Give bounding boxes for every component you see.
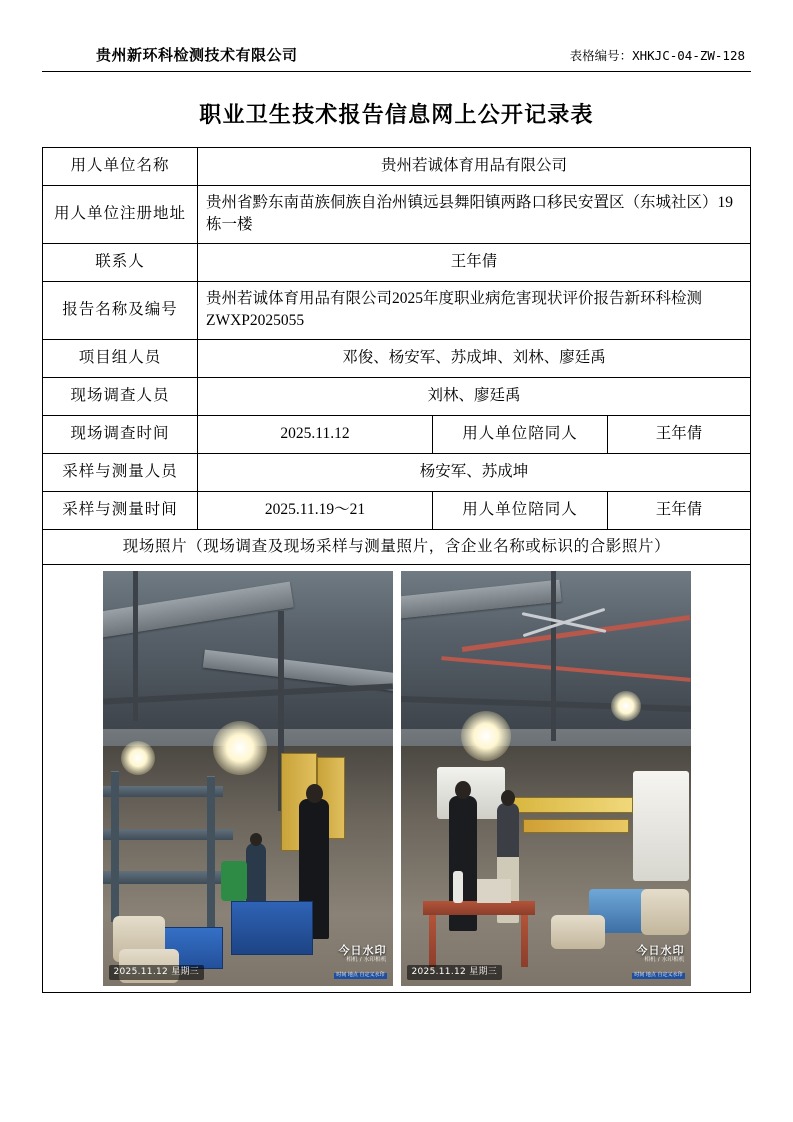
worker-head bbox=[455, 781, 471, 799]
row-label-contact: 联系人 bbox=[43, 243, 198, 281]
row-label-survey-accompany: 用人单位陪同人 bbox=[433, 415, 608, 453]
row-label-report-name: 报告名称及编号 bbox=[43, 281, 198, 339]
work-table-leg bbox=[429, 915, 436, 967]
row-value-survey-staff: 刘林、廖廷禹 bbox=[198, 377, 751, 415]
sampling-bottle bbox=[453, 871, 463, 903]
record-table bbox=[42, 147, 751, 993]
row-value-employer-name: 贵州若诚体育用品有限公司 bbox=[198, 148, 751, 186]
row-value-survey-accompany: 王年倩 bbox=[608, 415, 751, 453]
site-photo-right bbox=[401, 571, 691, 986]
form-code: 表格编号：XHKJC-04-ZW-128 bbox=[569, 48, 745, 63]
table-row bbox=[43, 186, 751, 244]
page-header bbox=[42, 44, 751, 72]
fabric-sack bbox=[641, 889, 689, 935]
row-value-sampling-staff: 杨安军、苏成坤 bbox=[198, 453, 751, 491]
page-title: 职业卫生技术报告信息网上公开记录表 bbox=[199, 102, 594, 127]
work-table bbox=[423, 901, 535, 915]
company-name: 贵州新环科检测技术有限公司 bbox=[96, 48, 298, 64]
worker-head bbox=[306, 784, 323, 803]
support-column bbox=[551, 571, 556, 741]
storage-shelf bbox=[103, 786, 223, 797]
photo-watermark bbox=[334, 945, 386, 980]
wall-banner bbox=[511, 797, 633, 813]
table-row bbox=[43, 377, 751, 415]
watermark-badge: 时间 地点 自定义水印 bbox=[336, 972, 385, 979]
ceiling-lamp bbox=[461, 711, 511, 761]
row-value-sampling-time: 2025.11.19～21 bbox=[198, 491, 433, 529]
photo-timestamp: 2025.11.12 星期三 bbox=[407, 965, 503, 980]
row-value-survey-time: 2025.11.12 bbox=[198, 415, 433, 453]
blue-crate bbox=[231, 901, 313, 955]
watermark-badge: 时间 地点 自定义水印 bbox=[634, 972, 683, 979]
white-equipment bbox=[633, 771, 689, 881]
table-row bbox=[43, 415, 751, 453]
watermark-sub: 相机 / 水印相机 bbox=[346, 957, 387, 964]
sampling-device bbox=[477, 879, 511, 903]
photos-section-label: 现场照片（现场调查及现场采样与测量照片，含企业名称或标识的合影照片） bbox=[43, 529, 751, 564]
photo-timestamp: 2025.11.12 星期三 bbox=[109, 965, 205, 980]
table-row-photos bbox=[43, 565, 751, 993]
worker-head bbox=[250, 833, 262, 846]
row-label-survey-staff: 现场调查人员 bbox=[43, 377, 198, 415]
table-row bbox=[43, 148, 751, 186]
row-label-sampling-staff: 采样与测量人员 bbox=[43, 453, 198, 491]
row-label-sampling-accompany: 用人单位陪同人 bbox=[433, 491, 608, 529]
row-value-report-name: 贵州若诚体育用品有限公司2025年度职业病危害现状评价报告新环科检测ZWXP2025055 bbox=[198, 281, 751, 339]
watermark-title: 今日水印 bbox=[636, 944, 685, 958]
ceiling-lamp bbox=[121, 741, 155, 775]
wall-banner bbox=[523, 819, 629, 833]
photos-cell bbox=[43, 565, 751, 993]
table-row bbox=[43, 491, 751, 529]
row-value-sampling-accompany: 王年倩 bbox=[608, 491, 751, 529]
fabric-sack bbox=[551, 915, 605, 949]
worker-head bbox=[501, 790, 515, 806]
row-value-employer-address: 贵州省黔东南苗族侗族自治州镇远县舞阳镇两路口移民安置区（东城社区）19栋一楼 bbox=[198, 186, 751, 244]
ceiling-lamp bbox=[611, 691, 641, 721]
table-row bbox=[43, 339, 751, 377]
row-value-project-team: 邓俊、杨安军、苏成坤、刘林、廖廷禹 bbox=[198, 339, 751, 377]
table-row bbox=[43, 243, 751, 281]
row-label-project-team: 项目组人员 bbox=[43, 339, 198, 377]
photo-watermark bbox=[632, 945, 684, 980]
ceiling-lamp bbox=[213, 721, 267, 775]
support-column bbox=[133, 571, 138, 721]
row-label-employer-name: 用人单位名称 bbox=[43, 148, 198, 186]
worker-person bbox=[246, 843, 266, 905]
table-row bbox=[43, 529, 751, 564]
shelf-upright bbox=[111, 771, 119, 922]
row-label-survey-time: 现场调查时间 bbox=[43, 415, 198, 453]
table-row bbox=[43, 453, 751, 491]
green-bag bbox=[221, 861, 247, 901]
work-table-leg bbox=[521, 915, 528, 967]
table-row bbox=[43, 281, 751, 339]
site-photo-left bbox=[103, 571, 393, 986]
row-label-sampling-time: 采样与测量时间 bbox=[43, 491, 198, 529]
watermark-title: 今日水印 bbox=[338, 944, 387, 958]
shelf-upright bbox=[207, 776, 215, 927]
photo-gallery bbox=[51, 571, 742, 986]
row-label-employer-address: 用人单位注册地址 bbox=[43, 186, 198, 244]
row-value-contact: 王年倩 bbox=[198, 243, 751, 281]
watermark-sub: 相机 / 水印相机 bbox=[644, 957, 685, 964]
